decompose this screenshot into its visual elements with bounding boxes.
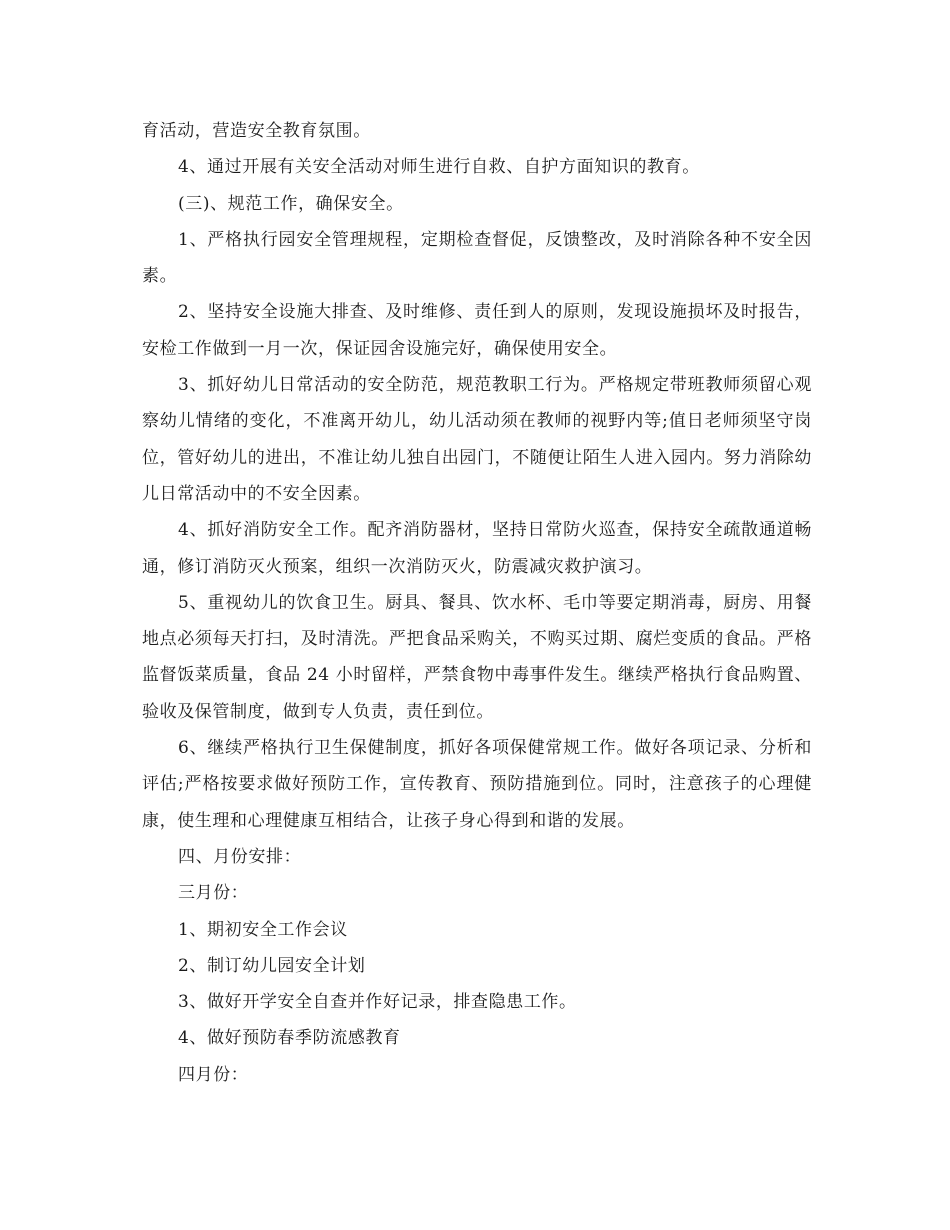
paragraph-item-6-health-care: 6、继续严格执行卫生保健制度，抓好各项保健常规工作。做好各项记录、分析和评估;严格按要求做好预防工作，宣传教育、预防措施到位。同时，注意孩子的心理健康，使生理和心理健康互相结合，让孩子身心得到和谐的发展。 [142,738,812,831]
march-item-2: 2、制订幼儿园安全计划 [178,955,366,976]
paragraph-item-5-food-hygiene: 5、重视幼儿的饮食卫生。厨具、餐具、饮水杯、毛巾等要定期消毒，厨房、用餐地点必须每天打扫，及时清洗。严把食品采购关，不购买过期、腐烂变质的食品。严格监督饭菜质量，食品 24 小时留样，严禁食物中毒事件发生。继续严格执行食品购置、验收及保管制度，做到专人负责，责任到位。 [142,592,812,722]
month-heading-april: 四月份： [178,1064,249,1085]
month-heading-march: 三月份： [178,883,249,904]
paragraph-continuation: 育活动，营造安全教育氛围。 [142,121,371,141]
paragraph-item-4-activities: 4、通过开展有关安全活动对师生进行自救、自护方面知识的教育。 [178,157,700,178]
march-item-1: 1、期初安全工作会议 [178,919,348,940]
paragraph-item-2-facilities: 2、坚持安全设施大排查、及时维修、责任到人的原则，发现设施损坏及时报告，安检工作做到一月一次，保证园舍设施完好，确保使用安全。 [142,302,812,359]
march-item-4: 4、做好预防春季防流感教育 [178,1028,401,1049]
paragraph-item-3-daily-activities: 3、抓好幼儿日常活动的安全防范，规范教职工行为。严格规定带班教师须留心观察幼儿情绪的变化，不准离开幼儿，幼儿活动须在教师的视野内等;值日老师须坚守岗位，管好幼儿的进出，不准让幼儿独自出园门，不随便让陌生人进入园内。努力消除幼儿日常活动中的不安全因素。 [142,375,812,504]
march-item-3: 3、做好开学安全自查并作好记录，排查隐患工作。 [178,992,577,1013]
document-body [142,113,812,1093]
section-heading-3: (三)、规范工作，确保安全。 [178,193,404,214]
section-heading-monthly-plan: 四、月份安排： [178,846,302,867]
paragraph-item-4-fire-safety: 4、抓好消防安全工作。配齐消防器材，坚持日常防火巡查，保持安全疏散通道畅通，修订消防灭火预案，组织一次消防灭火，防震减灾救护演习。 [142,520,812,577]
paragraph-item-1-regulations: 1、严格执行园安全管理规程，定期检查督促，反馈整改，及时消除各种不安全因素。 [142,229,812,287]
